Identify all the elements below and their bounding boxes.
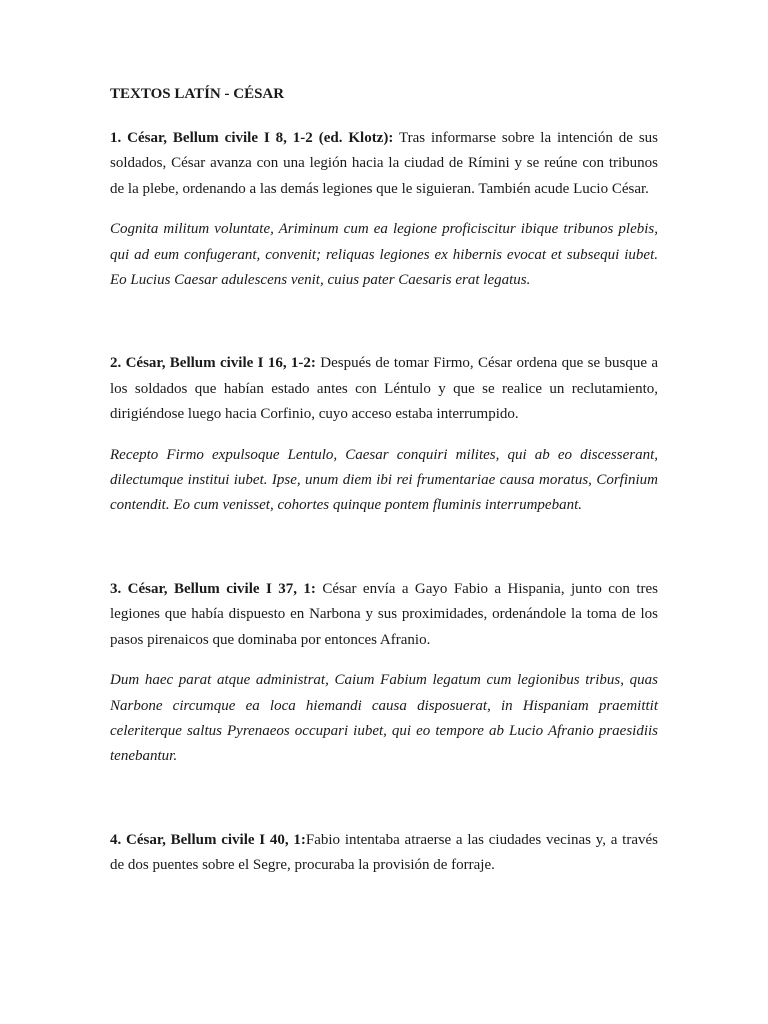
section-3-latin: Dum haec parat atque administrat, Caium Fabium legatum cum legionibus tribus, quas Narbone circumque ea loca hiemandi causa disposuerat, in Hispaniam praemittit celeriterque saltus Pyrenaeos occupari iubet, qui eo tempore ab Lucio Afranio praesidiis tenebantur.	[110, 672, 658, 765]
section-1-spanish	[110, 126, 658, 202]
section-3-spanish	[110, 577, 658, 653]
section-2-summary: Después de tomar Firmo, César ordena que se busque a los soldados que habían estado antes con Léntulo y que se realice un reclutamiento, dirigiéndose luego hacia Corfinio, cuyo acceso estaba interrumpido.	[110, 355, 658, 423]
section-1-latin: Cognita militum voluntate, Ariminum cum ea legione proficiscitur ibique tribunos plebis, qui ad eum confugerant, convenit; reliquas legiones ex hibernis evocat et subsequi iubet. Eo Lucius Caesar adulescens venit, cuius pater Caesaris erat legatus.	[110, 221, 658, 289]
section-3-summary: César envía a Gayo Fabio a Hispania, junto con tres legiones que había dispuesto en Narbona y sus proximidades, ordenándole la toma de los pasos pirenaicos que dominaba por entonces Afranio.	[110, 580, 658, 648]
section-4-heading: 4. César, Bellum civile I 40, 1:	[110, 831, 306, 848]
document-title: TEXTOS LATÍN - CÉSAR	[110, 86, 285, 102]
document-page	[110, 84, 658, 894]
section-2-latin: Recepto Firmo expulsoque Lentulo, Caesar conquiri milites, qui ab eo discesserant, dilectumque institui iubet. Ipse, unum diem ibi rei frumentariae causa moratus, Corfinium contendit. Eo cum venisset, cohortes quinque pontem fluminis interrumpebant.	[110, 446, 658, 514]
section-4-spanish	[110, 828, 658, 879]
section-3-heading: 3. César, Bellum civile I 37, 1:	[110, 580, 316, 597]
section-1-summary: Tras informarse sobre la intención de sus soldados, César avanza con una legión hacia la ciudad de Rímini y se reúne con tribunos de la plebe, ordenando a las demás legiones que le siguieran. También acude Lucio César.	[110, 130, 658, 197]
section-2-heading: 2. César, Bellum civile I 16, 1-2:	[110, 355, 316, 372]
section-4-summary: Fabio intentaba atraerse a las ciudades vecinas y, a través de dos puentes sobre el Segre, procuraba la provisión de forraje.	[110, 831, 659, 874]
section-1-heading: 1. César, Bellum civile I 8, 1-2 (ed. Klotz):	[110, 130, 394, 146]
section-2-spanish	[110, 351, 658, 427]
